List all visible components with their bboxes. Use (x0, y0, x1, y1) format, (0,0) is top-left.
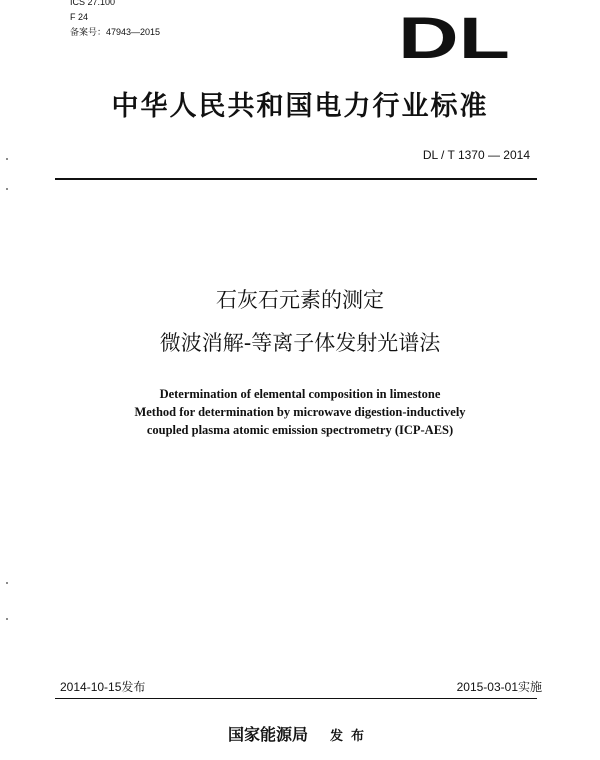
publisher-action: 发布 (330, 729, 373, 744)
issue-date: 2014-10-15发布 (60, 680, 146, 694)
footer-rule (55, 698, 537, 699)
title-cn-line2: 微波消解-等离子体发射光谱法 (159, 331, 441, 355)
title-en-line3: coupled plasma atomic emission spectrometry (ICP-AES) (146, 423, 454, 437)
scan-mark (6, 188, 8, 190)
scan-mark (6, 582, 8, 584)
title-cn-line1: 石灰石元素的测定 (216, 288, 384, 312)
publisher (0, 722, 600, 745)
scan-mark (6, 618, 8, 620)
header-rule (55, 178, 537, 180)
dl-logo-text: DL (398, 12, 510, 60)
ccs-code: F 24 (70, 12, 89, 22)
classification-codes (70, 0, 160, 40)
publisher-name: 国家能源局 (227, 725, 308, 744)
ics-code: ICS 27.100 (70, 0, 116, 7)
dl-logo (398, 12, 510, 60)
title-en-line2: Method for determination by microwave digestion-inductively (134, 405, 466, 419)
filing-number: 备案号：47943—2015 (70, 27, 161, 37)
scan-mark (6, 158, 8, 160)
page-header-title: 中华人民共和国电力行业标准 (111, 91, 489, 122)
standard-number: DL / T 1370 — 2014 (422, 148, 530, 162)
title-en (0, 385, 600, 439)
implementation-date: 2015-03-01实施 (456, 680, 542, 694)
title-en-line1: Determination of elemental composition in limestone (159, 387, 441, 401)
